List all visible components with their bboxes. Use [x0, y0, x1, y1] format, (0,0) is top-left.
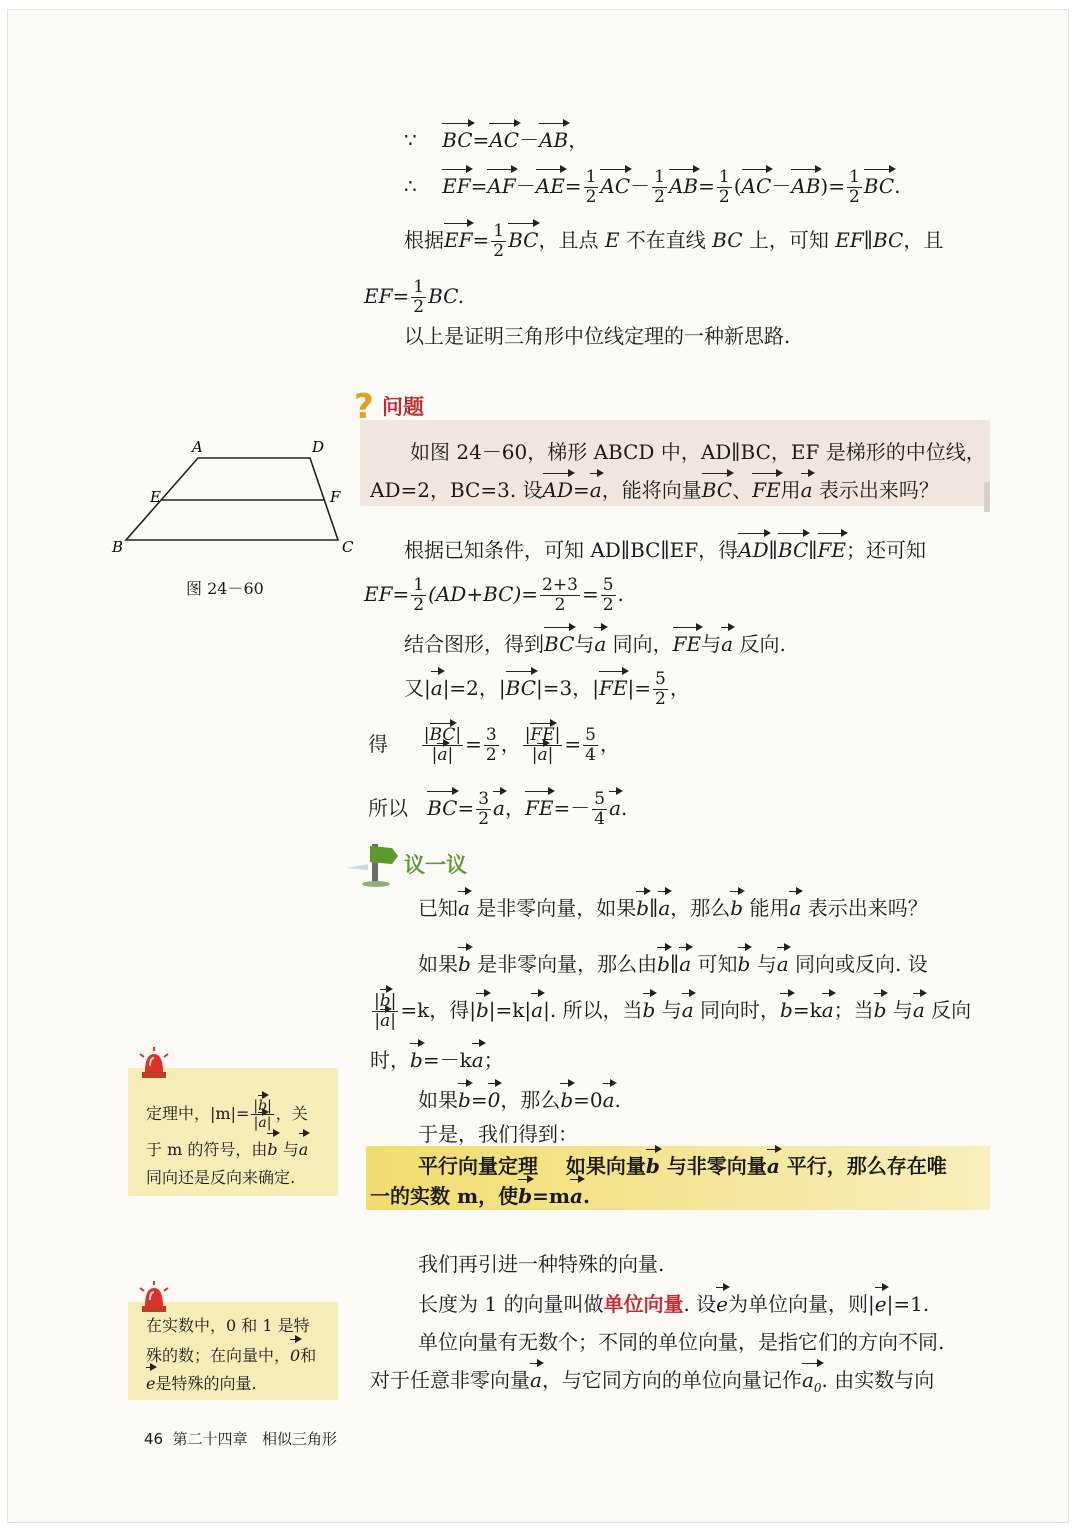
- theorem-line-2: 一的实数 m，使b=ma.: [370, 1184, 590, 1208]
- solution-line-3: 结合图形，得到BC与a 同向，FE与a 反向.: [404, 632, 786, 656]
- solution-line-2: EF= $\frac{1}{2}$ (AD+BC)= $\frac{2+3}{2}$ = $\frac{5}{2}$ .: [364, 575, 624, 615]
- label-a: A: [192, 438, 203, 456]
- therefore-line: ∴ EF=AF－AE= $\frac{1}{2}$ AC－ $\frac{1}{2}$ AB= $\frac{1}{2}$ (AC－AB)= $\frac{1}{2}$ BC.: [404, 167, 901, 207]
- label-f: F: [330, 488, 341, 506]
- discuss-signpost-icon: [346, 840, 404, 888]
- discuss-para-2: $\frac{|b|}{|a|}$ =k，得|b|=k|a|. 所以，当b 与a 同向时，b=ka；当b 与a 反向: [374, 991, 972, 1031]
- discuss-heading: 议一议: [346, 840, 467, 888]
- solution-line-5: 得 $\frac{|BC|}{|a|}$ = $\frac{3}{2}$ ， $\frac{|FE|}{|a|}$ = $\frac{5}{4}$ ，: [368, 725, 620, 765]
- unit-line-4: 对于任意非零向量a，与它同方向的单位向量记作$a_0$. 由实数与向: [370, 1366, 934, 1402]
- chapter-title: 相似三角形: [261, 1430, 337, 1448]
- label-b: B: [112, 538, 124, 556]
- note-1-line-1: 定理中，|m|= $\frac{|b|}{|a|}$ ，关: [146, 1098, 308, 1131]
- paragraph-according: 根据EF= $\frac{1}{2}$ BC，且点 E 不在直线 BC 上，可知 EF∥BC，且: [404, 221, 944, 261]
- problem-heading: ? 问题: [352, 388, 424, 424]
- problem-line-2: AD=2，BC=3. 设AD=a，能将向量BC、FE用a 表示出来吗？: [370, 478, 939, 502]
- trapezoid-figure: [106, 434, 366, 564]
- label-d: D: [312, 438, 325, 456]
- figure-caption: 图 24－60: [186, 579, 264, 598]
- conclusion-text: 以上是证明三角形中位线定理的一种新思路.: [404, 324, 791, 348]
- note-1-line-2: 于 m 的符号，由b 与a: [146, 1136, 308, 1164]
- discuss-para-1: 如果b 是非零向量，那么由b∥a 可知b 与a 同向或反向. 设: [418, 952, 928, 976]
- solution-line-4: 又|a|=2，|BC|=3，|FE|= $\frac{5}{2}$ ，: [404, 669, 690, 709]
- note-2-line-2: 殊的数；在向量中，0和: [146, 1342, 316, 1370]
- note-1-line-3: 同向还是反向来确定.: [146, 1168, 296, 1187]
- discuss-question: 已知a 是非零向量，如果b∥a，那么b 能用a 表示出来吗？: [418, 896, 928, 920]
- unit-line-2: 长度为 1 的向量叫做单位向量. 设e为单位向量，则|e|=1.: [418, 1292, 930, 1316]
- alarm-light-icon: [136, 1280, 172, 1314]
- note-2-line-1: 在实数中，0 和 1 是特: [146, 1316, 310, 1335]
- note-2-line-3: e是特殊的向量.: [146, 1370, 257, 1398]
- svg-text:?: ?: [354, 388, 374, 424]
- solution-line-6: 所以 BC= $\frac{3}{2}$ a，FE=－ $\frac{5}{4}$ a.: [368, 789, 628, 829]
- textbook-page: [8, 10, 1068, 1522]
- discuss-para-3: 时，b=－ka；: [370, 1048, 504, 1072]
- unit-vector-term: 单位向量: [603, 1292, 684, 1316]
- ef-half-bc: EF= $\frac{1}{2}$ BC.: [364, 277, 465, 317]
- because-line: ∵ BC=AC－AB，: [404, 128, 589, 152]
- unit-line-1: 我们再引进一种特殊的向量.: [418, 1252, 665, 1276]
- discuss-para-5: 于是，我们得到：: [418, 1122, 578, 1146]
- problem-line-1: 如图 24－60，梯形 ABCD 中，AD∥BC，EF 是梯形的中位线，: [410, 440, 986, 464]
- page-footer: [144, 1428, 337, 1449]
- theorem-line-1: 平行向量定理 如果向量b 与非零向量a 平行，那么存在唯: [418, 1154, 947, 1178]
- problem-box-shadow: [984, 482, 990, 512]
- chapter-number: 第二十四章: [172, 1430, 248, 1448]
- label-e: E: [150, 488, 161, 506]
- discuss-para-4: 如果b=0，那么b=0a.: [418, 1088, 621, 1112]
- alarm-light-icon: [136, 1046, 172, 1080]
- solution-line-1: 根据已知条件，可知 AD∥BC∥EF，得AD∥BC∥FE；还可知: [404, 538, 927, 562]
- question-mark-icon: [352, 388, 382, 424]
- label-c: C: [342, 538, 354, 556]
- page-number: 46: [144, 1430, 164, 1448]
- unit-line-3: 单位向量有无数个；不同的单位向量，是指它们的方向不同.: [418, 1330, 945, 1354]
